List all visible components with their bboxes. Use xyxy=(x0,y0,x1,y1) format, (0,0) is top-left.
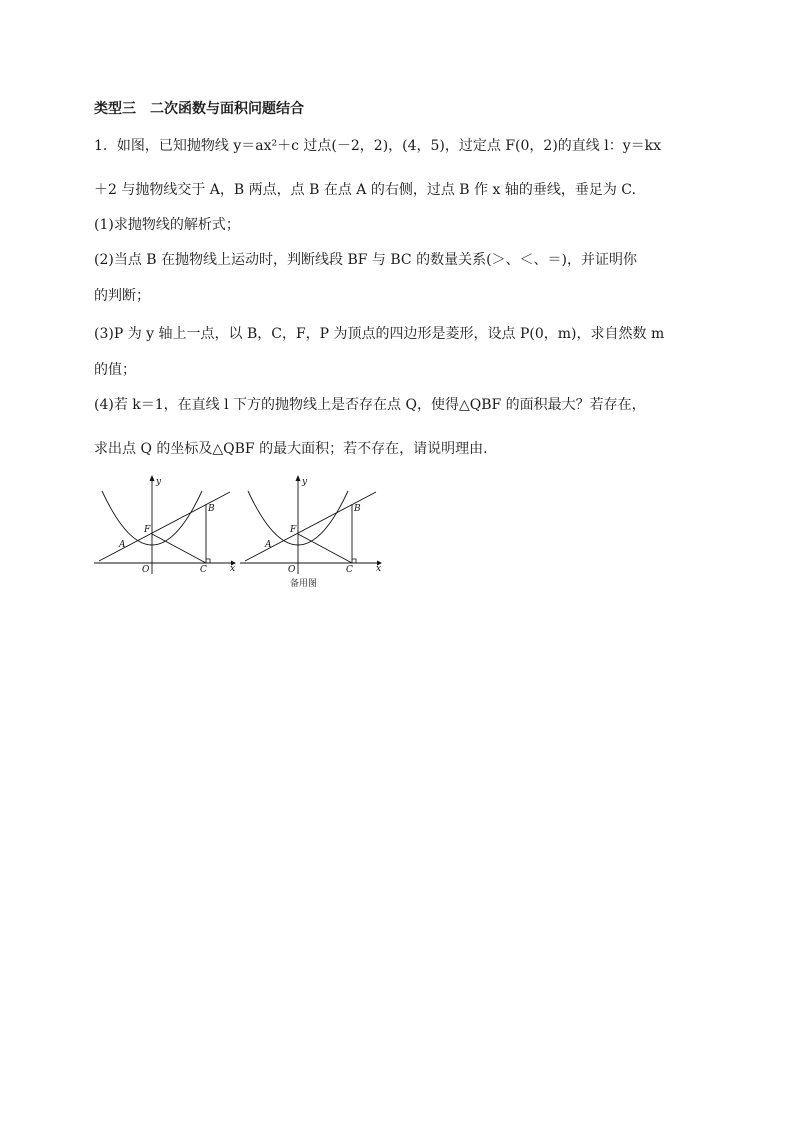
label-x: x xyxy=(376,564,382,574)
problem-part-3a: (3)P 为 y 轴上一点，以 B，C，F，P 为顶点的四边形是菱形，设点 P(0，m)，求自然数 m xyxy=(94,326,665,342)
label-f: F xyxy=(144,525,151,535)
label-f: F xyxy=(290,525,297,535)
problem-part-2a: (2)当点 B 在抛物线上运动时，判断线段 BF 与 BC 的数量关系(＞、＜、＝)，并证明你 xyxy=(94,252,638,268)
line-l xyxy=(245,492,376,561)
figure-caption: 备用图 xyxy=(290,579,318,589)
problem-part-4a: (4)若 k＝1，在直线 l 下方的抛物线上是否存在点 Q，使得△QBF 的面积最大？若存在， xyxy=(94,397,646,413)
problem-part-2b: 的判断； xyxy=(94,288,150,304)
segment-fc xyxy=(152,534,206,563)
figure-main-svg xyxy=(92,474,237,576)
right-angle-mark xyxy=(352,559,356,563)
label-o: O xyxy=(142,565,150,575)
problem-part-1: (1)求抛物线的解析式； xyxy=(94,217,240,233)
problem-part-4b: 求出点 Q 的坐标及△QBF 的最大面积；若不存在，请说明理由. xyxy=(94,441,488,457)
label-c: C xyxy=(200,565,207,575)
problem-part-3b: 的值； xyxy=(94,362,136,378)
label-y: y xyxy=(302,477,308,487)
section-type-label: 类型三 xyxy=(94,101,136,117)
figure-spare xyxy=(238,474,383,576)
label-a: A xyxy=(119,540,126,550)
section-heading xyxy=(94,99,304,119)
label-b: B xyxy=(354,504,361,514)
label-a: A xyxy=(265,540,272,550)
figure-main xyxy=(92,474,237,576)
y-axis-arrow xyxy=(296,475,301,481)
problem-line-2: ＋2 与抛物线交于 A，B 两点，点 B 在点 A 的右侧，过点 B 作 x 轴的垂线，垂足为 C. xyxy=(94,182,636,198)
label-x: x xyxy=(230,564,236,574)
figure-spare-svg xyxy=(238,474,383,576)
label-o: O xyxy=(288,565,296,575)
segment-fc xyxy=(298,534,352,563)
label-y: y xyxy=(156,477,162,487)
label-b: B xyxy=(208,504,215,514)
line-l xyxy=(99,492,230,561)
right-angle-mark xyxy=(206,559,210,563)
y-axis-arrow xyxy=(150,475,155,481)
section-title: 二次函数与面积问题结合 xyxy=(150,101,304,117)
problem-line-1: 1．如图，已知抛物线 y＝ax²＋c 过点(－2，2)，(4，5)，过定点 F(0，2)的直线 l：y＝kx xyxy=(94,138,662,154)
label-c: C xyxy=(346,565,353,575)
